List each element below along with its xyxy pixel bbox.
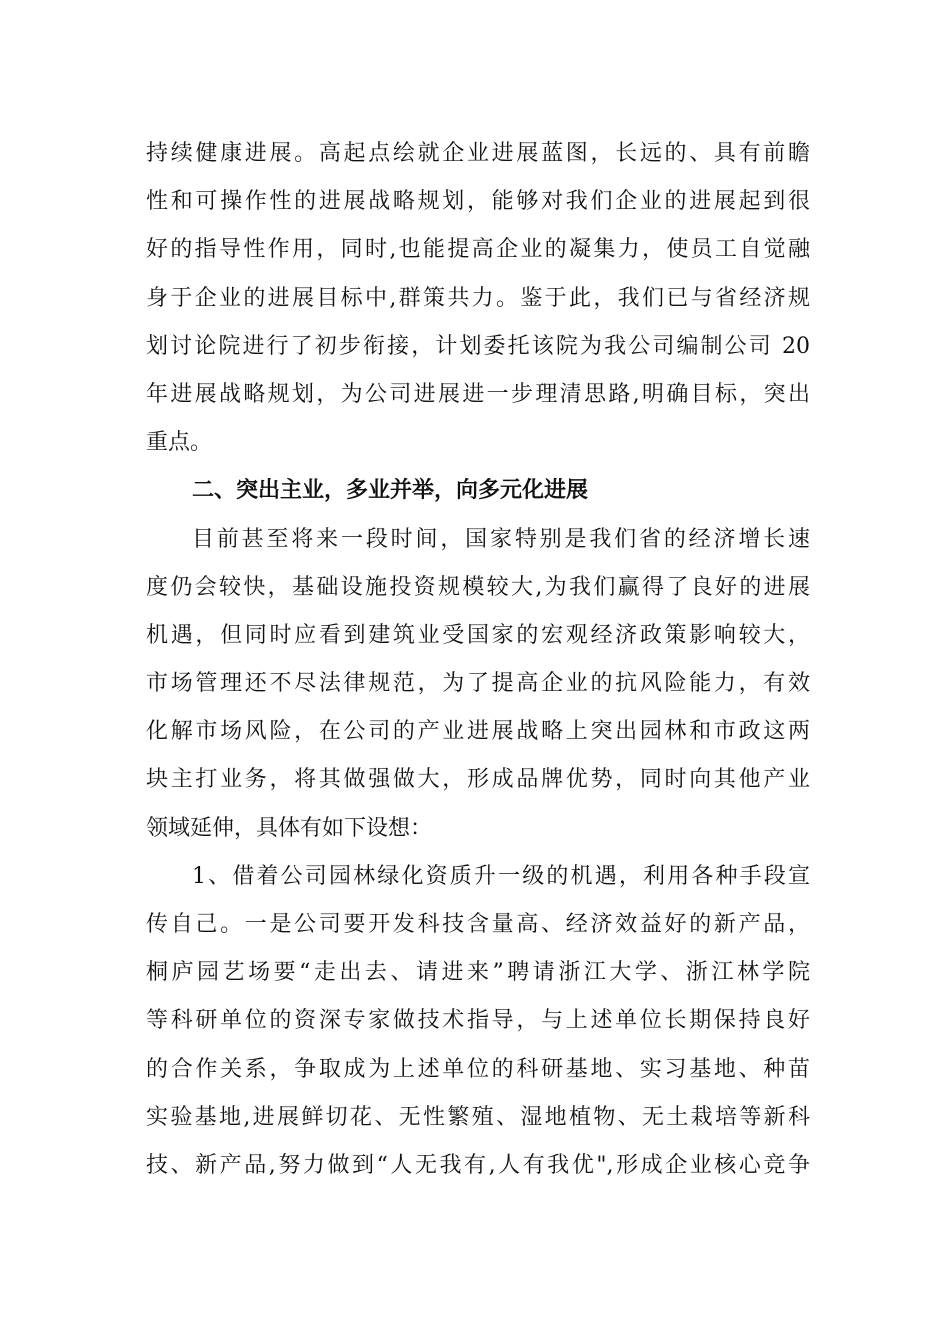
text-line: 划讨论院进行了初步衔接，计划委托该院为我公司编制公司 20 <box>146 333 810 359</box>
text-line: 机遇，但同时应看到建筑业受国家的宏观经济政策影响较大， <box>146 622 810 648</box>
text-line: 重点。 <box>146 430 213 456</box>
text-line: 目前甚至将来一段时间，国家特别是我们省的经济增长速 <box>192 526 810 552</box>
text-line: 传自己。一是公司要开发科技含量高、经济效益好的新产品， <box>146 912 810 937</box>
text-line: 市场管理还不尽法律规范，为了提高企业的抗风险能力，有效 <box>146 671 810 697</box>
text-line: 实验基地,进展鲜切花、无性繁殖、湿地植物、无土栽培等新科 <box>146 1104 810 1130</box>
text-line: 领域延伸，具体有如下设想： <box>146 815 433 841</box>
section-heading: 二、突出主业，多业并举，向多元化进展 <box>192 478 589 504</box>
text-line: 性和可操作性的进展战略规划，能够对我们企业的进展起到很 <box>146 189 810 215</box>
paragraph-3 <box>146 853 810 1190</box>
text-line: 年进展战略规划，为公司进展进一步理清思路,明确目标，突出 <box>146 381 810 407</box>
text-line: 好的指导性作用，同时,也能提高企业的凝集力，使员工自觉融 <box>146 237 810 263</box>
text-line: 身于企业的进展目标中,群策共力。鉴于此，我们已与省经济规 <box>146 285 810 311</box>
text-line: 桐庐园艺场要“走出去、请进来”聘请浙江大学、浙江林学院 <box>146 960 810 986</box>
text-line: 度仍会较快，基础设施投资规模较大,为我们赢得了良好的进展 <box>146 574 810 600</box>
text-line: 1、借着公司园林绿化资质升一级的机遇，利用各种手段宣 <box>192 863 810 889</box>
paragraph-2 <box>146 516 810 853</box>
text-line: 技、新产品,努力做到“人无我有,人有我优",形成企业核心竞争 <box>146 1152 810 1178</box>
text-line: 持续健康进展。高起点绘就企业进展蓝图，长远的、具有前瞻 <box>146 141 810 166</box>
text-line: 化解市场风险，在公司的产业进展战略上突出园林和市政这两 <box>146 719 810 745</box>
document-body <box>146 130 810 1190</box>
text-line: 块主打业务，将其做强做大，形成品牌优势，同时向其他产业 <box>146 767 810 793</box>
paragraph-1 <box>146 130 810 467</box>
text-line: 等科研单位的资深专家做技术指导，与上述单位长期保持良好 <box>146 1008 810 1034</box>
text-line: 的合作关系，争取成为上述单位的科研基地、实习基地、种苗 <box>146 1056 810 1082</box>
